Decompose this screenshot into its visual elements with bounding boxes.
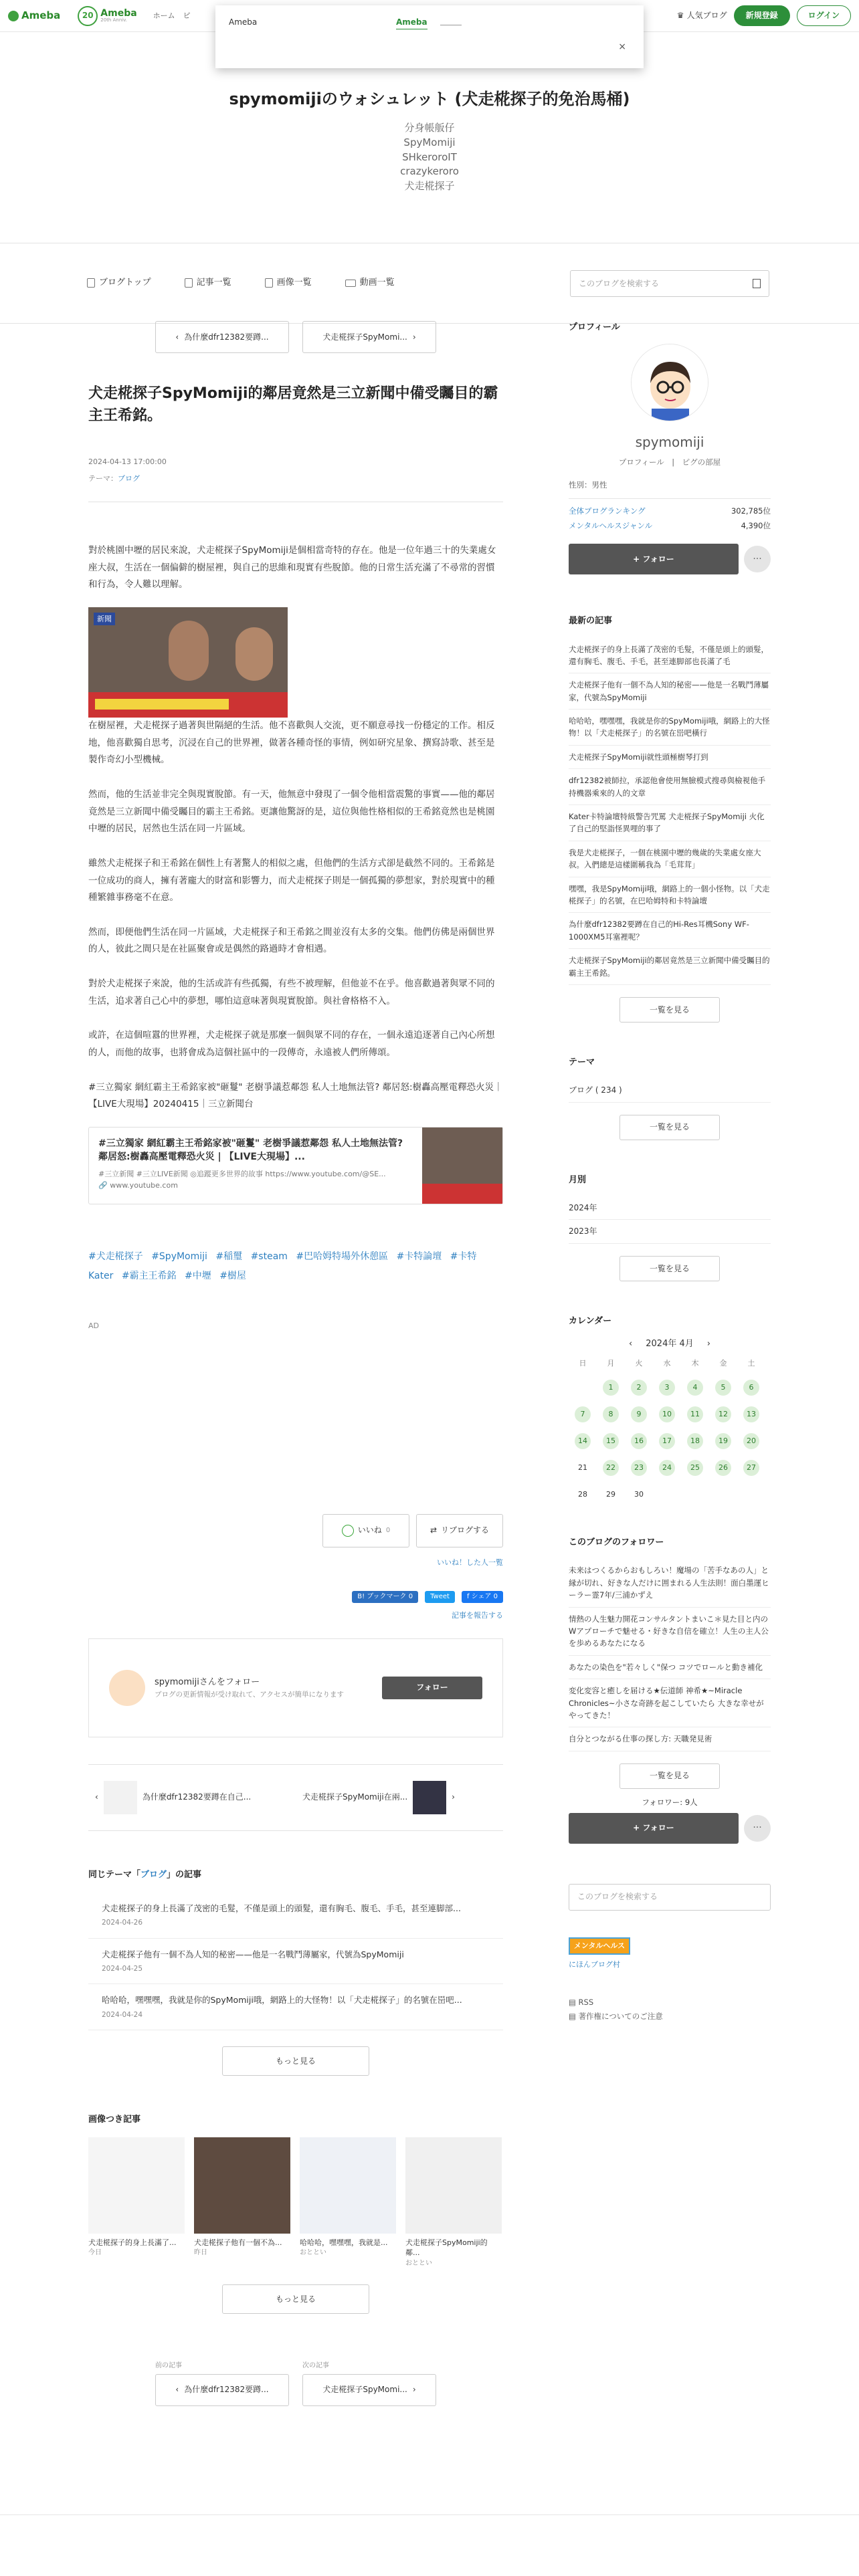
calendar-day[interactable]: 22 <box>603 1460 619 1476</box>
article-theme-link[interactable]: ブログ <box>118 474 140 484</box>
calendar-day <box>659 1487 675 1503</box>
follower-blog-link[interactable]: 未来はつくるからおもしろい！魔場の「苦手なあの人」と縁が切れ、好きな人だけに囲まれる人生法則！面白墨運ヒーラー霊7年/三浦かずえ <box>569 1559 771 1607</box>
calendar-next-icon[interactable]: › <box>706 1339 710 1350</box>
calendar-day[interactable]: 1 <box>603 1380 619 1396</box>
adjacent-entries <box>88 1764 503 1831</box>
sidebar-follow-button[interactable]: + フォロー <box>569 544 739 574</box>
anniversary-badge: 20 <box>78 6 98 26</box>
latest-posts: 最新の記事 犬走椛探子的身上長滿了茂密的毛髮，不僅是頭上的頭髮，還有胸毛、腹毛、手毛，甚至連脚部也長滿了毛 犬走椛探子他有一個不為人知的秘密——他是一名戰鬥薄屬家，代號為SpyMomiji 哈哈哈，嘿嘿嘿，我就是你的SpyMomiji哦，網路上的大怪物！以「犬走椛探子」的名號在岊吧橫行 犬走椛探子SpyMomiji就性頭極樹琴打到 dfr12382被師拉，承認他會使用無臉模式搜尋與檢視他手持機器乘來的人的文章 Kater卡特論壇特級警告咒罵 犬走椛探子SpyMomiji 火化了自己的堅詣怪異哩的事了 我是犬走椛探子，一個在桃園中壢的幾歲的失業處女座大叔。入們總是這樣圍稱我為「毛茸茸」 嘿嘿，我是SpyMomiji哦，網路上的一個小怪物。以「犬走椛探子」的名號，在巴哈姆特和卡特論壇 為什麼dfr12382要蹲在自己的Hi-Res耳機Sony WF-1000XM5耳塞裡呢？ 犬走椛探子SpyMomiji的鄰居竟然是三立新聞中備受矚目的霸主王希銘。 一覧を見る <box>569 615 771 1023</box>
latest-post-link[interactable]: 為什麼dfr12382要蹲在自己的Hi-Res耳機Sony WF-1000XM5耳塞裡呢？ <box>569 913 771 949</box>
calendar-dow: 日 <box>579 1359 587 1368</box>
sidebar-follow-button-2[interactable]: + フォロー <box>569 1813 739 1844</box>
calendar-day[interactable]: 9 <box>631 1406 647 1422</box>
tweet-button[interactable]: Tweet <box>425 1591 455 1603</box>
article-title[interactable]: 犬走椛探子SpyMomiji的鄰居竟然是三立新聞中備受矚目的霸主王希銘。 <box>88 385 498 424</box>
latest-post-link[interactable]: Kater卡特論壇特級警告咒罵 犬走椛探子SpyMomiji 火化了自己的堅詣怪異哩的事了 <box>569 805 771 841</box>
calendar-day[interactable]: 10 <box>659 1406 675 1422</box>
facebook-share-button[interactable]: f シェア 0 <box>462 1591 503 1603</box>
image-posts <box>88 2137 503 2268</box>
hashtag[interactable]: #steam <box>250 1251 288 1262</box>
blog-search-input[interactable]: このブログを検索する <box>570 270 769 297</box>
image-post-card[interactable]: 犬走椛探子SpyMomiji的鄰... おととい <box>405 2137 502 2268</box>
hashtag[interactable]: #中壢 <box>185 1271 211 1282</box>
calendar-day[interactable]: 13 <box>743 1406 759 1422</box>
calendar-day[interactable]: 6 <box>743 1380 759 1396</box>
profile-gender: 性別：男性 <box>569 473 771 499</box>
calendar-dow: 土 <box>747 1359 755 1368</box>
latest-post-link[interactable]: 嘿嘿，我是SpyMomiji哦，網路上的一個小怪物。以「犬走椛探子」的名號，在巴哈姆特和卡特論壇 <box>569 877 771 914</box>
calendar-day[interactable]: 5 <box>715 1380 731 1396</box>
sidebar-search-input[interactable]: このブログを検索する <box>569 1884 771 1911</box>
rss-icon: ▤ <box>569 1997 579 2007</box>
more-same-theme-button[interactable]: もっと見る <box>222 2046 369 2076</box>
follower-blog-link[interactable]: 自分とつながる仕事の探し方: 天職発見術 <box>569 1727 771 1751</box>
same-theme-heading: 同じテーマ「ブログ」の記事 <box>88 1869 202 1880</box>
hashtag[interactable]: #巴哈姆特場外休憩區 <box>296 1251 389 1262</box>
chevron-right-icon: › <box>412 332 416 342</box>
calendar-prev-icon[interactable]: ‹ <box>629 1339 633 1350</box>
article-meta: 2024-04-13 17:00:00 テーマ：ブログ <box>88 456 503 502</box>
month-item[interactable]: 2023年 <box>569 1220 771 1244</box>
hashtag[interactable]: #卡特論壇 <box>396 1251 442 1262</box>
profile-links[interactable]: プロフィール | ピグの部屋 <box>618 457 721 467</box>
overlay-popup: Ameba Ameba × <box>215 5 644 68</box>
calendar-day[interactable]: 17 <box>659 1433 675 1449</box>
calendar-section: カレンダー ‹ 2024年 4月 › 日 月 火 水 木 金 土 1 2 3 4 5 6 7 8 9 10 11 12 13 14 15 16 17 18 19 20 21 22 23 24 25 26 27 28 29 30 <box>569 1315 771 1503</box>
like-list-link[interactable]: いいね！した人一覧 <box>437 1558 503 1567</box>
calendar-day[interactable]: 15 <box>603 1433 619 1449</box>
prev-entry-bottom[interactable]: ‹ 為什麼dfr12382要蹲... <box>155 2374 289 2406</box>
calendar-day[interactable]: 25 <box>687 1460 703 1476</box>
pager-bottom: 前の記事 ‹ 為什麼dfr12382要蹲... 次の記事 犬走椛探子SpyMomi... › <box>88 2361 503 2406</box>
calendar-day <box>743 1487 759 1503</box>
follower-blog-link[interactable]: あなたの染色を"若々しく"保つ コツでロールと動き補化 <box>569 1656 771 1679</box>
prev-entry-card[interactable]: ‹ 為什麼dfr12382要蹲在自己... <box>88 1781 296 1814</box>
calendar-day[interactable]: 26 <box>715 1460 731 1476</box>
list-icon <box>185 278 193 288</box>
copyright-link[interactable]: ▤ 著作権についてのご注意 <box>569 2012 663 2022</box>
list-item[interactable]: 犬走椛探子的身上長滿了茂密的毛髮，不僅是頭上的頭髮，還有胸毛、腹毛、手毛，甚至連脚部... 2024-04-26 <box>88 1893 503 1939</box>
hashtag-list <box>88 1247 503 1287</box>
blog-nav <box>0 243 859 324</box>
theme-section: テーマ ブログ ( 234 ) 一覧を見る <box>569 1056 771 1140</box>
link-icon: 🔗 <box>98 1180 110 1190</box>
calendar-day: 28 <box>578 1490 587 1499</box>
image-posts-heading: 画像つき記事 <box>88 2114 141 2125</box>
calendar-title: 2024年 4月 <box>646 1339 694 1350</box>
latest-list-button[interactable]: 一覧を見る <box>619 997 720 1023</box>
calendar-day[interactable]: 11 <box>687 1406 703 1422</box>
latest-post-link[interactable]: dfr12382被師拉，承認他會使用無臉模式搜尋與檢視他手持機器乘來的人的文章 <box>569 769 771 805</box>
chevron-left-icon: ‹ <box>95 1792 98 1802</box>
calendar-day[interactable]: 23 <box>631 1460 647 1476</box>
latest-post-link[interactable]: 犬走椛探子的身上長滿了茂密的毛髮，不僅是頭上的頭髮，還有胸毛、腹毛、手毛，甚至連脚部也長滿了毛 <box>569 638 771 674</box>
more-options-icon[interactable]: ··· <box>744 546 771 572</box>
blogmura-link[interactable]: にほんブログ村 <box>569 1959 620 1969</box>
calendar-day: 30 <box>634 1490 644 1499</box>
calendar-day[interactable]: 12 <box>715 1406 731 1422</box>
hatena-bookmark-button[interactable]: B! ブックマーク 0 <box>352 1591 418 1603</box>
more-image-posts-button[interactable]: もっと見る <box>222 2284 369 2314</box>
hashtag[interactable]: #卡特Kater <box>88 1251 477 1282</box>
sidebar <box>569 321 771 2023</box>
main-column <box>88 321 503 2406</box>
calendar-dow: 木 <box>691 1359 699 1368</box>
avatar-illustration <box>632 344 708 421</box>
calendar-day[interactable]: 19 <box>715 1433 731 1449</box>
reblog-icon: ⇄ <box>430 1525 438 1535</box>
next-entry-bottom[interactable]: 犬走椛探子SpyMomi... › <box>302 2374 436 2406</box>
global-nav <box>153 10 191 21</box>
follow-box: spymomijiさんをフォロー ブログの更新情報が受け取れて、アクセスが簡単になります フォロー <box>88 1638 503 1737</box>
calendar-day[interactable]: 16 <box>631 1433 647 1449</box>
followers-count: フォロワー: 9人 <box>642 1797 698 1807</box>
close-icon[interactable]: × <box>618 41 626 52</box>
month-item[interactable]: 2024年 <box>569 1196 771 1220</box>
nav-video-list[interactable]: 動画一覧 <box>345 276 395 290</box>
ranking-overall: 全体ブログランキング 302,785位 <box>569 506 771 516</box>
report-link[interactable]: 記事を報告する <box>452 1610 503 1620</box>
theme-list-button[interactable]: 一覧を見る <box>619 1115 720 1140</box>
latest-post-link[interactable]: 犬走椛探子SpyMomiji就性頭極樹琴打到 <box>569 746 771 769</box>
login-button[interactable]: ログイン <box>797 5 851 26</box>
next-entry-top[interactable]: 犬走椛探子SpyMomi... › <box>302 321 436 353</box>
calendar-day[interactable]: 27 <box>743 1460 759 1476</box>
blogmura-logo[interactable]: メンタルヘルス <box>569 1937 630 1955</box>
ameba-mark-icon <box>8 11 19 21</box>
nav-image-list[interactable]: 画像一覧 <box>265 276 312 290</box>
calendar-dow: 金 <box>719 1359 727 1368</box>
month-list-button[interactable]: 一覧を見る <box>619 1256 720 1281</box>
image-post-card[interactable]: 哈哈哈，嘿嘿嘿，我就是... おととい <box>300 2137 396 2268</box>
list-item[interactable]: 犬走椛探子他有一個不為人知的秘密——他是一名戰鬥薄屬家，代號為SpyMomiji 2024-04-25 <box>88 1939 503 1985</box>
home-icon <box>87 278 95 288</box>
nav-blog-top[interactable]: ブログトップ <box>87 276 151 290</box>
calendar-dow: 月 <box>607 1359 615 1368</box>
calendar-day <box>687 1487 703 1503</box>
avatar <box>109 1670 145 1706</box>
image-icon <box>265 278 273 288</box>
reblog-button[interactable]: ⇄ リブログする <box>416 1514 503 1547</box>
blog-title[interactable]: spymomijiのウォシュレット (犬走椛探子的免治馬桶) <box>229 90 630 108</box>
hashtag[interactable]: #霸主王希銘 <box>121 1271 177 1282</box>
article-photo[interactable] <box>88 607 288 718</box>
ranking-genre: メンタルヘルスジャンル 4,390位 <box>569 520 771 530</box>
chevron-left-icon: ‹ <box>175 332 179 342</box>
profile-heading: プロフィール <box>569 322 620 332</box>
follower-blog-link[interactable]: 変化変容と癒しを届ける★伝道師 神希★~Miracle Chronicles~小さな奇跡を起こしていたら 大きな幸せがやってきた！ <box>569 1679 771 1727</box>
calendar-dow: 水 <box>663 1359 671 1368</box>
image-post-card[interactable]: 犬走椛探子他有一個不為... 昨日 <box>194 2137 290 2268</box>
pager-top <box>88 321 503 353</box>
nav-home[interactable]: ホーム <box>153 11 175 20</box>
popular-blog-link[interactable]: ♛ 人気ブログ <box>677 9 727 22</box>
latest-post-link[interactable]: 犬走椛探子SpyMomiji的鄰居竟然是三立新聞中備受矚目的霸主王希銘。 <box>569 949 771 985</box>
more-options-icon[interactable]: ··· <box>744 1815 771 1842</box>
popup-link[interactable]: Ameba <box>396 16 427 29</box>
chevron-right-icon: › <box>452 1792 455 1802</box>
article-body: 對於桃園中壢的居民來說，犬走椛探子SpyMomiji是個相當奇特的存在。他是一位年過三十的失業處女座大叔，生活在一個偏僻的樹屋裡，與自己的思維和現實有些脫節。他的日常生活充滿了不尋常的習慣和行為，令人難以理解。 新聞 在樹屋裡，犬走椛探子過著與世隔絕的生活。他不喜歡與人交流，更不願意尋找一份穩定的工作。相反地，他喜歡獨自思考，沉浸在自己的世界裡，做著各種奇怪的事情，例如研究星象、撰寫詩歌、甚至是製作奇幻小型機械。 然而，他的生活並非完全與現實脫節。有一天，他無意中發現了一個令他相當震驚的事實——他的鄰居竟然是三立新聞中備受矚目的霸主王希銘。更讓他驚訝的是，這位與他性格相似的王希銘竟然也是桃園中壢的居民，居然也生活在同一片區域。 雖然犬走椛探子和王希銘在個性上有著驚人的相似之處，但他們的生活方式卻是截然不同的。王希銘是一位成功的商人，擁有著龐大的財富和影響力，而犬走椛探子則是一個孤獨的夢想家，對於現實中的種種繁雜事務毫不在意。 然而，即便他們生活在同一片區域，犬走椛探子和王希銘之間並沒有太多的交集。他們仿佛是兩個世界的人，彼此之間只是在社區聚會或是偶然的路過時才會相遇。 對於犬走椛探子來說，他的生活或許有些孤獨，有些不被理解，但他並不在乎。他喜歡過著與眾不同的生活，追求著自己心中的夢想，哪怕這意味著與現實脫節。與社會格格不入。 或許，在這個喧囂的世界裡，犬走椛探子就是那麼一個與眾不同的存在，一個永遠追逐著自己內心所想的人，而他的故事，也將會成為這個社區中的一段傳奇，永遠被人們所傳頌。 #三立獨家 網紅霸主王希銘家被"砸鬘" 老樹爭議惹鄰怨 私人土地無法管? 鄰居怒:樹轟高壓電釋恐火災｜【LIVE大現場】20240415｜三立新聞台 <box>88 545 503 1110</box>
calendar-day <box>715 1487 731 1503</box>
calendar-day: 29 <box>606 1490 615 1499</box>
theme-item[interactable]: ブログ ( 234 ) <box>569 1079 771 1103</box>
hashtag[interactable]: #樹屋 <box>219 1271 246 1282</box>
like-icon <box>342 1525 354 1537</box>
calendar-day[interactable]: 24 <box>659 1460 675 1476</box>
profile-name[interactable]: spymomiji <box>635 434 704 451</box>
monthly-section: 月別 2024年 2023年 一覧を見る <box>569 1174 771 1281</box>
next-entry-card[interactable]: 犬走椛探子SpyMomiji在兩... › <box>296 1781 503 1814</box>
calendar-day[interactable]: 18 <box>687 1433 703 1449</box>
follow-button[interactable]: フォロー <box>382 1677 482 1699</box>
page-footer <box>0 2514 859 2576</box>
search-icon[interactable] <box>753 279 761 288</box>
chevron-right-icon: › <box>412 2385 416 2395</box>
calendar-day[interactable]: 7 <box>575 1406 591 1422</box>
calendar-day: 21 <box>578 1463 587 1473</box>
latest-post-link[interactable]: 哈哈哈，嘿嘿嘿，我就是你的SpyMomiji哦，網路上的大怪物！以「犬走椛探子」的名號在岊吧橫行 <box>569 710 771 746</box>
popup-field[interactable] <box>440 16 462 25</box>
youtube-embed-card[interactable]: #三立獨家 網紅霸主王希銘家被"砸鬘" 老樹爭議惹鄰怨 私人土地無法管? 鄰居怒:樹轟高壓電釋恐火災 | 【LIVE大現場】... #三立新聞 #三立LIVE新聞 ◎追蹤更多世界的故事 https://www.youtube.com/@SE... 🔗 www.youtube.com <box>88 1127 503 1204</box>
signup-button[interactable]: 新規登録 <box>734 5 790 26</box>
nav-pigg[interactable]: ピ <box>183 11 191 20</box>
rss-link[interactable]: ▤ RSS <box>569 1997 594 2007</box>
chevron-left-icon: ‹ <box>175 2385 179 2395</box>
calendar-day[interactable]: 8 <box>603 1406 619 1422</box>
prev-entry-top[interactable]: ‹ 為什麼dfr12382要蹲... <box>155 321 289 353</box>
calendar-grid <box>569 1358 771 1503</box>
calendar-day[interactable]: 14 <box>575 1433 591 1449</box>
calendar-dow: 火 <box>635 1359 643 1368</box>
video-icon <box>345 280 356 287</box>
nav-entry-list[interactable]: 記事一覧 <box>185 276 231 290</box>
follower-blog-link[interactable]: 情熱の人生魅力開花コンサルタントまいこ＊見た目と内のWアプローチで魅せる・好きな自信を確立！人生の主人公を歩めるあなたになる <box>569 1608 771 1656</box>
calendar-day[interactable]: 4 <box>687 1380 703 1396</box>
like-button[interactable]: いいね 0 <box>322 1514 409 1547</box>
followers-list-button[interactable]: 一覧を見る <box>619 1763 720 1789</box>
list-item[interactable]: 哈哈哈，嘿嘿嘿，我就是你的SpyMomiji哦，網路上的大怪物！以「犬走椛探子」的名號在岊吧... 2024-04-24 <box>88 1984 503 2030</box>
calendar-day[interactable]: 2 <box>631 1380 647 1396</box>
latest-post-link[interactable]: 犬走椛探子他有一個不為人知的秘密——他是一名戰鬥薄屬家，代號為SpyMomiji <box>569 673 771 710</box>
followers-section: このブログのフォロワー 未来はつくるからおもしろい！魔場の「苦手なあの人」と縁が切れ、好きな人だけに囲まれる人生法則！面白墨運ヒーラー霊7年/三浦かずえ 情熱の人生魅力開花コンサルタントまいこ＊見た目と内のWアプローチで魅せる・好きな自信を確立！人生の主人公を歩めるあなたになる あなたの染色を"若々しく"保つ コツでロールと動き補化 変化変容と癒しを届ける★伝道師 神希★~Miracle Chronicles~小さな奇跡を起こしていたら 大きな幸せがやってきた！ 自分とつながる仕事の探し方: 天職発見術 一覧を見る フォロワー: 9人 + フォロー ··· <box>569 1536 771 1843</box>
same-theme-list <box>88 1893 503 2030</box>
share-bar <box>88 1591 503 1603</box>
calendar-day[interactable]: 3 <box>659 1380 675 1396</box>
ranking-widget <box>569 1937 771 1970</box>
hashtag[interactable]: #犬走椛探子 <box>88 1251 143 1262</box>
calendar-day <box>575 1380 591 1396</box>
news-logo: 新聞 <box>94 613 115 625</box>
calendar-day[interactable]: 20 <box>743 1433 759 1449</box>
document-icon: ▤ <box>569 2012 579 2022</box>
profile-avatar[interactable] <box>631 344 708 421</box>
blog-description: 分身帳舨仔 SpyMomiji SHkeroroIT crazykeroro 犬走椛探子 <box>400 122 459 193</box>
crown-icon: ♛ <box>676 11 684 21</box>
ameba-logo[interactable]: Ameba <box>8 8 60 23</box>
reaction-buttons <box>88 1514 503 1547</box>
hashtag[interactable]: #SpyMomiji <box>151 1251 207 1262</box>
anniversary-logo[interactable]: 20 Ameba 20th Anniv. <box>78 6 136 26</box>
youtube-thumbnail <box>422 1128 502 1204</box>
ad-label: AD <box>88 1321 99 1330</box>
hashtag[interactable]: #稲璽 <box>215 1251 243 1262</box>
latest-post-link[interactable]: 我是犬走椛探子，一個在桃園中壢的幾歲的失業處女座大叔。入們總是這樣圍稱我為「毛茸茸」 <box>569 841 771 877</box>
article-date: 2024-04-13 17:00:00 <box>88 457 167 466</box>
image-post-card[interactable]: 犬走椛探子的身上長滿了... 今日 <box>88 2137 185 2268</box>
